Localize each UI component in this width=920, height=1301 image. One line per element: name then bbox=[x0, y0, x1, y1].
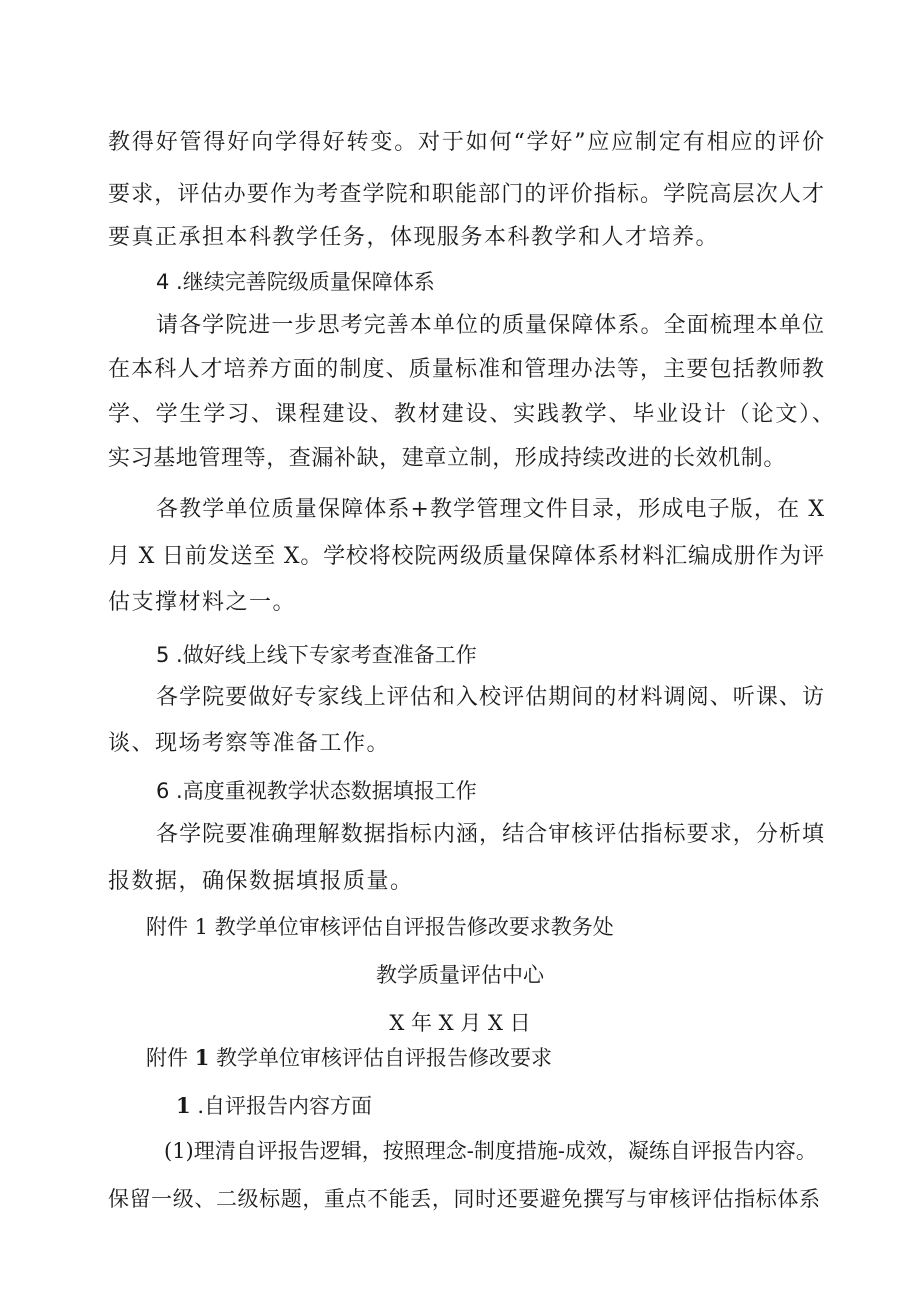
body-line: 要真正承担本科教学任务，体现服务本科教学和人才培养。 bbox=[108, 225, 720, 250]
attachment-label: 附件 bbox=[146, 1046, 188, 1070]
body-line: 报数据，确保数据填报质量。 bbox=[108, 869, 414, 894]
body-line: 要求，评估办要作为考查学院和职能部门的评价指标。学院高层次人才 bbox=[108, 182, 824, 207]
issuing-office: 教学质量评估中心 bbox=[376, 963, 544, 987]
body-line: 各学院要准确理解数据指标内涵，结合审核评估指标要求，分析填 bbox=[156, 822, 824, 847]
body-line: 保留一级、二级标题，重点不能丢，同时还要避免撰写与审核评估指标体系 bbox=[108, 1187, 820, 1211]
subsection-number: 1 bbox=[176, 1093, 191, 1118]
body-line: 在本科人才培养方面的制度、质量标准和管理办法等，主要包括教师教 bbox=[108, 357, 824, 382]
section-heading-5: 5 .做好线上线下专家考查准备工作 bbox=[156, 643, 477, 667]
body-line: 请各学院进一步思考完善本单位的质量保障体系。全面梳理本单位 bbox=[156, 313, 824, 338]
body-line: 实习基地管理等，查漏补缺，建章立制，形成持续改进的长效机制。 bbox=[108, 446, 787, 471]
attachment-number: 1 bbox=[194, 1045, 210, 1070]
subsection-title: .自评报告内容方面 bbox=[197, 1094, 372, 1118]
body-line: 学、学生学习、课程建设、教材建设、实践教学、毕业设计（论文）、 bbox=[108, 402, 834, 427]
body-line: (1)理清自评报告逻辑，按照理念-制度措施-成效，凝练自评报告内容。 bbox=[164, 1139, 817, 1163]
body-line: 各教学单位质量保障体系+教学管理文件目录，形成电子版，在 X bbox=[156, 497, 824, 522]
section-heading-4: 4 .继续完善院级质量保障体系 bbox=[156, 270, 435, 294]
section-heading-6: 6 .高度重视教学状态数据填报工作 bbox=[156, 779, 477, 803]
subsection-heading-1 bbox=[176, 1091, 372, 1121]
body-line: 各学院要做好专家线上评估和入校评估期间的材料调阅、听课、访 bbox=[156, 685, 824, 710]
attachment-name: 教学单位审核评估自评报告修改要求 bbox=[216, 1046, 552, 1070]
document-date: X 年 X 月 X 日 bbox=[389, 1011, 531, 1035]
body-line: 谈、现场考察等准备工作。 bbox=[108, 731, 391, 756]
attachment-title bbox=[146, 1043, 552, 1073]
body-line: 月 X 日前发送至 X。学校将校院两级质量保障体系材料汇编成册作为评 bbox=[108, 544, 824, 569]
body-line: 估支撑材料之一。 bbox=[108, 590, 297, 615]
attachment-note: 附件 1 教学单位审核评估自评报告修改要求教务处 bbox=[146, 915, 614, 939]
body-line: 教得好管得好向学得好转变。对于如何“学好”应应制定有相应的评价 bbox=[108, 130, 824, 155]
